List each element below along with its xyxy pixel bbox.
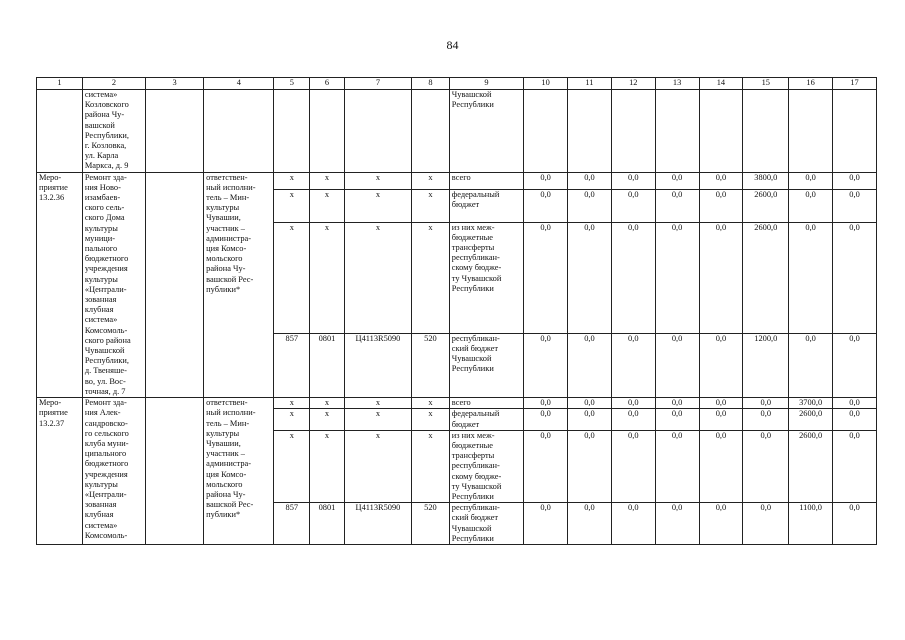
year-value-13: 0,0: [655, 430, 699, 502]
cont-col7: [344, 90, 411, 173]
year-value-13: 0,0: [655, 189, 699, 222]
year-value-13: 0,0: [655, 333, 699, 397]
year-value-17: 0,0: [833, 333, 877, 397]
year-value-11: 0,0: [568, 172, 612, 189]
event-object-name: Ремонт зда- ния Алек- сандровско- го сельского клуба муни- ципального бюджетного учреждения культуры «Централи- зованная клубная система» Комсомоль-: [82, 398, 145, 545]
table-row: [37, 172, 877, 189]
year-value-12: 0,0: [611, 333, 655, 397]
cont-object-name: система» Козловского района Чу- вашской Республики, г. Козловка, ул. Карла Маркса, д. 9: [82, 90, 145, 173]
year-value-14: 0,0: [699, 430, 743, 502]
column-number-14: 14: [699, 78, 743, 90]
page-number: 84: [446, 38, 459, 52]
code-section: 0801: [310, 333, 345, 397]
code-section: x: [310, 398, 345, 409]
code-expense-group: 520: [412, 333, 450, 397]
year-value-10: 0,0: [524, 430, 568, 502]
code-grbs: x: [274, 398, 310, 409]
cont-col14: [699, 90, 743, 173]
cont-col17: [833, 90, 877, 173]
year-value-17: 0,0: [833, 189, 877, 222]
year-value-15: 0,0: [743, 398, 789, 409]
event-object-name: Ремонт зда- ния Ново- изамбаев- ского сель- ского Дома культуры муници- пального бюджетного учреждения культуры «Централи- зованная клубная система» Комсомоль- ского района Чувашской Республики, д. Твеняше- во, ул. Вос- точная, д. 7: [82, 172, 145, 397]
year-value-11: 0,0: [568, 398, 612, 409]
year-value-13: 0,0: [655, 172, 699, 189]
column-number-8: 8: [412, 78, 450, 90]
column-number-10: 10: [524, 78, 568, 90]
event-responsible: ответствен- ный исполни- тель – Мин- культуры Чувашии, участник – администра- ция Комсо- мольского района Чу- вашской Рес- публики*: [204, 172, 274, 397]
code-expense-group: 520: [412, 503, 450, 545]
funding-source: федеральный бюджет: [449, 409, 523, 430]
code-grbs: x: [274, 189, 310, 222]
code-expense-group: x: [412, 409, 450, 430]
year-value-13: 0,0: [655, 398, 699, 409]
year-value-12: 0,0: [611, 222, 655, 333]
year-value-16: 0,0: [789, 333, 833, 397]
column-number-17: 17: [833, 78, 877, 90]
year-value-14: 0,0: [699, 222, 743, 333]
year-value-15: 0,0: [743, 430, 789, 502]
code-target-article: x: [344, 398, 411, 409]
year-value-13: 0,0: [655, 222, 699, 333]
budget-table: [36, 77, 877, 545]
code-target-article: x: [344, 409, 411, 430]
code-target-article: x: [344, 430, 411, 502]
year-value-15: 3800,0: [743, 172, 789, 189]
table-row: [37, 398, 877, 409]
year-value-12: 0,0: [611, 430, 655, 502]
code-target-article: x: [344, 222, 411, 333]
year-value-16: 0,0: [789, 172, 833, 189]
funding-source: всего: [449, 398, 523, 409]
cont-col5: [274, 90, 310, 173]
year-value-11: 0,0: [568, 222, 612, 333]
year-value-17: 0,0: [833, 172, 877, 189]
year-value-13: 0,0: [655, 409, 699, 430]
event-number: Меро- приятие 13.2.36: [37, 172, 83, 397]
year-value-10: 0,0: [524, 222, 568, 333]
year-value-17: 0,0: [833, 222, 877, 333]
year-value-15: 1200,0: [743, 333, 789, 397]
year-value-12: 0,0: [611, 409, 655, 430]
year-value-14: 0,0: [699, 189, 743, 222]
year-value-11: 0,0: [568, 333, 612, 397]
column-number-2: 2: [82, 78, 145, 90]
funding-source: всего: [449, 172, 523, 189]
code-section: x: [310, 172, 345, 189]
code-expense-group: x: [412, 398, 450, 409]
event-col3: [146, 398, 204, 545]
cont-col11: [568, 90, 612, 173]
year-value-16: 0,0: [789, 222, 833, 333]
code-section: x: [310, 189, 345, 222]
year-value-14: 0,0: [699, 398, 743, 409]
code-expense-group: x: [412, 172, 450, 189]
year-value-11: 0,0: [568, 503, 612, 545]
column-number-1: 1: [37, 78, 83, 90]
code-grbs: x: [274, 409, 310, 430]
year-value-10: 0,0: [524, 333, 568, 397]
year-value-17: 0,0: [833, 398, 877, 409]
year-value-17: 0,0: [833, 430, 877, 502]
year-value-12: 0,0: [611, 398, 655, 409]
year-value-10: 0,0: [524, 503, 568, 545]
year-value-16: 2600,0: [789, 409, 833, 430]
column-number-9: 9: [449, 78, 523, 90]
table-body: [37, 78, 877, 545]
code-target-article: Ц4113R5090: [344, 333, 411, 397]
funding-source: федеральный бюджет: [449, 189, 523, 222]
year-value-14: 0,0: [699, 409, 743, 430]
year-value-16: 3700,0: [789, 398, 833, 409]
column-number-13: 13: [655, 78, 699, 90]
year-value-10: 0,0: [524, 409, 568, 430]
continuation-row: [37, 90, 877, 173]
code-target-article: x: [344, 172, 411, 189]
cont-col6: [310, 90, 345, 173]
code-target-article: x: [344, 189, 411, 222]
year-value-11: 0,0: [568, 430, 612, 502]
year-value-15: 2600,0: [743, 222, 789, 333]
column-number-3: 3: [146, 78, 204, 90]
code-section: x: [310, 430, 345, 502]
code-grbs: x: [274, 430, 310, 502]
code-section: x: [310, 222, 345, 333]
year-value-14: 0,0: [699, 333, 743, 397]
column-number-7: 7: [344, 78, 411, 90]
event-responsible: ответствен- ный исполни- тель – Мин- культуры Чувашии, участник – администра- ция Комсо- мольского района Чу- вашской Рес- публики*: [204, 398, 274, 545]
year-value-15: 0,0: [743, 409, 789, 430]
year-value-17: 0,0: [833, 503, 877, 545]
year-value-11: 0,0: [568, 409, 612, 430]
cont-col1: [37, 90, 83, 173]
year-value-16: 0,0: [789, 189, 833, 222]
code-grbs: x: [274, 222, 310, 333]
code-grbs: 857: [274, 503, 310, 545]
code-expense-group: x: [412, 430, 450, 502]
year-value-16: 1100,0: [789, 503, 833, 545]
funding-source: республикан- ский бюджет Чувашской Республики: [449, 333, 523, 397]
column-number-12: 12: [611, 78, 655, 90]
event-number: Меро- приятие 13.2.37: [37, 398, 83, 545]
code-target-article: Ц4113R5090: [344, 503, 411, 545]
code-section: 0801: [310, 503, 345, 545]
funding-source: республикан- ский бюджет Чувашской Республики: [449, 503, 523, 545]
header-row: [37, 78, 877, 90]
year-value-14: 0,0: [699, 503, 743, 545]
cont-col3: [146, 90, 204, 173]
event-col3: [146, 172, 204, 397]
year-value-10: 0,0: [524, 398, 568, 409]
code-section: x: [310, 409, 345, 430]
code-grbs: 857: [274, 333, 310, 397]
column-number-4: 4: [204, 78, 274, 90]
cont-col8: [412, 90, 450, 173]
cont-col4: [204, 90, 274, 173]
year-value-15: 0,0: [743, 503, 789, 545]
cont-col12: [611, 90, 655, 173]
column-number-11: 11: [568, 78, 612, 90]
cont-col10: [524, 90, 568, 173]
year-value-14: 0,0: [699, 172, 743, 189]
year-value-12: 0,0: [611, 503, 655, 545]
year-value-10: 0,0: [524, 189, 568, 222]
year-value-15: 2600,0: [743, 189, 789, 222]
cont-col15: [743, 90, 789, 173]
code-expense-group: x: [412, 189, 450, 222]
year-value-13: 0,0: [655, 503, 699, 545]
funding-source: из них меж- бюджетные трансферты республикан- скому бюдже- ту Чувашской Республики: [449, 222, 523, 333]
year-value-11: 0,0: [568, 189, 612, 222]
column-number-6: 6: [310, 78, 345, 90]
column-number-15: 15: [743, 78, 789, 90]
cont-col13: [655, 90, 699, 173]
cont-funding-source: Чувашской Республики: [449, 90, 523, 173]
column-number-16: 16: [789, 78, 833, 90]
year-value-17: 0,0: [833, 409, 877, 430]
year-value-12: 0,0: [611, 189, 655, 222]
funding-source: из них меж- бюджетные трансферты республикан- скому бюдже- ту Чувашской Республики: [449, 430, 523, 502]
cont-col16: [789, 90, 833, 173]
year-value-12: 0,0: [611, 172, 655, 189]
year-value-16: 2600,0: [789, 430, 833, 502]
code-expense-group: x: [412, 222, 450, 333]
year-value-10: 0,0: [524, 172, 568, 189]
code-grbs: x: [274, 172, 310, 189]
column-number-5: 5: [274, 78, 310, 90]
